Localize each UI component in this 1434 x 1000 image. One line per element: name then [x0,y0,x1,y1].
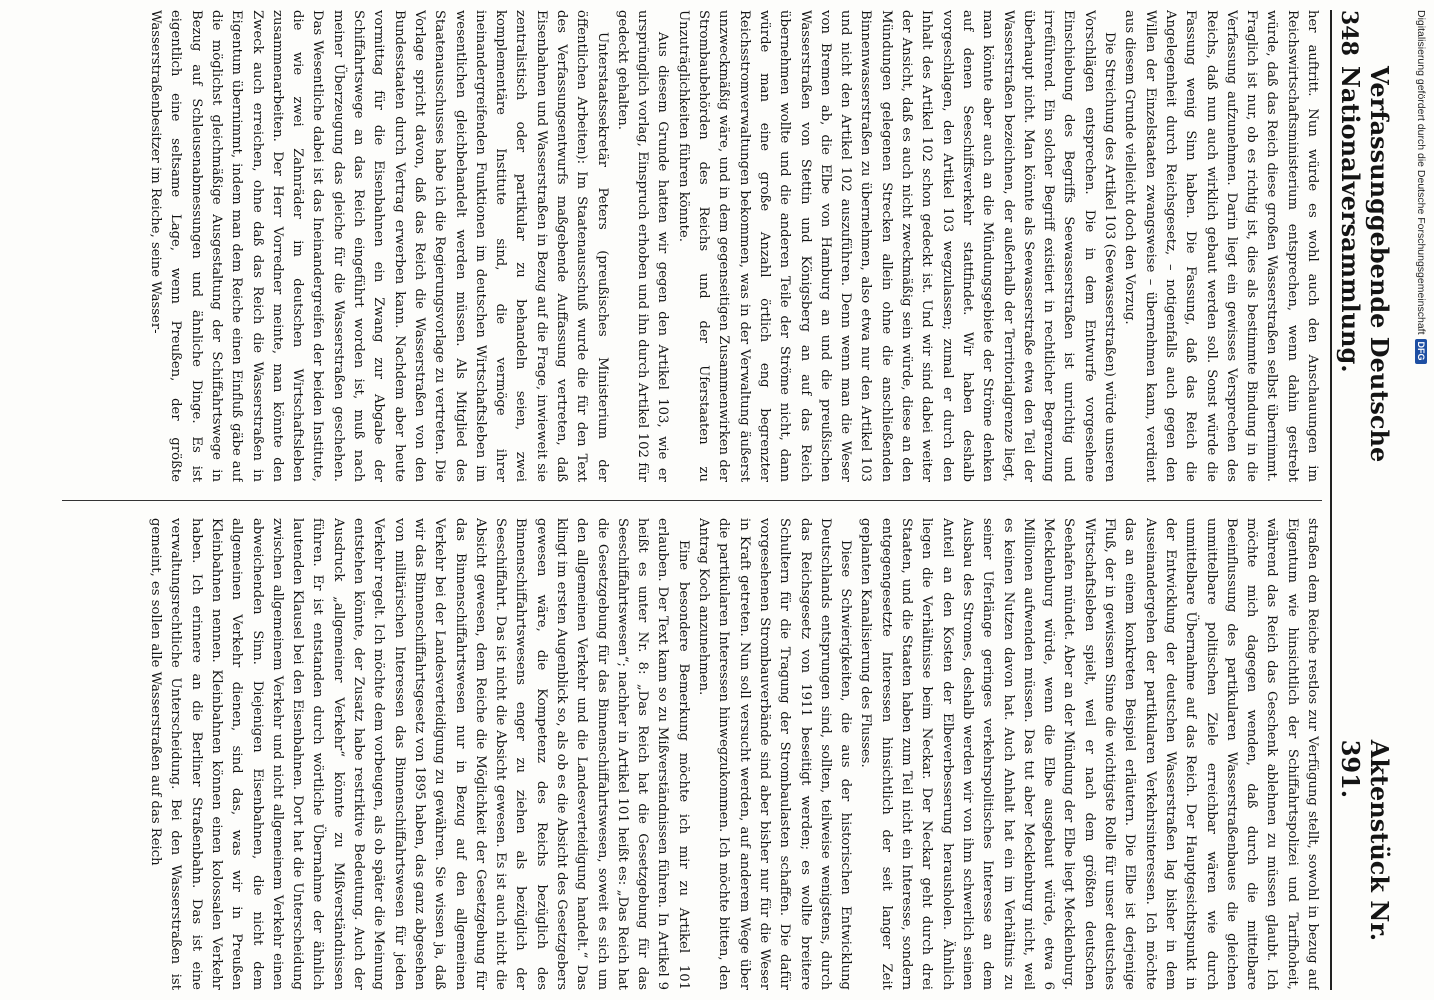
running-title-right: Aktenstück Nr. 391. [1336,739,1394,942]
paragraph: her auftritt. Nun würde es wohl auch den Anschauungen im Reichswirtschaftsministerium entsprechen, wenn dahin gestrebt würde, daß das Reich diese großen Wasserstraßen selbst übernimmt. Fraglich ist nur, ob es richtig ist, dies als bestimmte Bindung in die Verfassung aufzunehmen. Darin liegt ein gewisses Versprechen des Reichs, daß nun auch wirklich gebaut werden soll. Sonst würde die Fassung wenig Sinn haben. Die Fassung, daß das Reich die Angelegenheit durch Reichsgesetz, – notigenfalls auch gegen den Willen der Einzelstaaten zwangsweise – übernehmen kann, verdient aus diesem Grunde vielleicht doch den Vorzug. [1122,10,1320,482]
paragraph: Aus diesem Grunde hatten wir gegen den Artikel 103, wie er ursprünglich vorlag, Einspruch erhoben und ihn durch Artikel 102 für gedeckt gehalten. [614,10,671,482]
page-header [1336,10,1394,990]
header-rule [1330,10,1332,990]
paragraph: straßen dem Reiche restlos zur Verfügung stellt, sowohl in bezug auf Eigentum wie hinsichtlich der Schiffahrtspolizei und Tarifhoheit, während das Reich das Geschenk ablehnen zu müssen glaubt. Ich möchte mich dagegen wenden, daß durch die mittelbare Beeinflussung des partikularen Wasserstraßenbaues die gleichen unmittelbare politischen Ziele erreichbar wären wie durch unmittelbare Übernahme auf das Reich. Der Hauptgesichtspunkt in der Entwicklung der deutschen Wasserstraßen lag bisher in dem Auseinandergehen der partikularen Verkehrsinteressen. Ich möchte das an einem konkreten Beispiel erläutern. Die Elbe ist derjenige Fluß, der in gewissem Sinne die wichtigste Rolle für unser deutsches Wirtschaftsleben spielt, weil er nach dem größten deutschen Seehafen mündet. Aber an der Mündung der Elbe liegt Mecklenburg. Mecklenburg würde, wenn die Elbe ausgebaut würde, etwa 6 Millionen aufwenden müssen. Das tut aber Mecklenburg nicht, weil es keinen Nutzen davon hat. Auch Anhalt hat ein im Verhältnis zu seiner Uferlänge geringes verkehrspolitisches Interesse an dem Ausbau des Stromes, deshalb werden wir von ihm schwerlich seinen Anteil an den Kosten der Elbeverbesserung herausholen. Ähnlich liegen die Verhältnisse beim Neckar. Der Neckar geht durch drei Staaten, und die Staaten haben zum Teil nicht ein Interesse, sondern entgegengesetzte Interessen hinsichtlich der seit langer Zeit geplanten Kanalisierung des Flusses. [858,518,1320,990]
paragraph: Diese Schwierigkeiten, die aus der historischen Entwicklung Deutschlands entsprungen sind, sollten, teilweise wenigstens, durch das Reichsgesetz von 1911 beseitigt werden; es wollte breitere Schultern für die Tragung der Strombaulasten schaffen. Die dafür vorgesehenen Strombauverbände sind aber bisher nur für die Weser in Kraft getreten. Nun soll versucht werden, auf anderem Wege über die partikularen Interessen hinwegzukommen. Ich möchte bitten, den Antrag Koch anzunehmen. [696,518,854,990]
column-divider [62,500,1322,501]
digitization-credit [1412,10,1432,670]
credit-text: Digitalisierung gefördert durch die Deutsche Forschungsgemeinschaft [1415,10,1427,335]
dfg-logo: DFG [1415,339,1427,364]
paragraph: Unterstaatssekretär Peters (preußisches Ministerium der öffentlichen Arbeiten): Im Staatenausschuß wurde die für den Text des Verfassungsentwurfs maßgebende Auffassung vertreten, daß Eisenbahnen und Wasserstraßen in Bezug auf die Frage, inwieweit sie zentralistisch oder partikular zu behandeln seien, zwei komplementäre Institute sind, die vermöge ihrer ineinandergreifenden Funktionen im deutschen Wirtschaftsleben im wesentlichen gleichbehandelt werden müssen. Als Mitglied des Staatenausschusses habe ich die Regierungsvorlage zu vertreten. Die Vorlage spricht davon, daß das Reich die Wasserstraßen von den Bundesstaaten durch Vertrag erwerben kann. Nachdem aber heute vormittag für die Eisenbahnen ein Zwang zur Abgabe der Schiffahrtswege an das Reich eingeführt worden ist, muß nach meiner Überzeugung das gleiche für die Wasserstraßen geschehen. Das Wesentliche dabei ist das Ineinandergreifen der beiden Institute, die wie zwei Zahnräder im deutschen Wirtschaftsleben zusammenarbeiten. Der Herr Vorredner meinte, man könnte den Zweck auch erreichen, ohne daß das Reich die Wasserstraßen in Eigentum übernimmt, indem man dem Reiche einen Einfluß gäbe auf die möglichst gleichmäßige Ausgestaltung der Schiffahrtswege in Bezug auf Schleusenabmessungen und ähnliche Dinge. Es ist eigentlich eine seltsame Lage, wenn Preußen, der größte Wasserstraßenbesitzer im Reiche, seine Wasser- [148,10,610,482]
page-number: 348 [1336,10,1362,56]
paragraph: Eine besondere Bemerkung möchte ich mir zu Artikel 101 erlauben. Der Text kann so zu Mißverständnissen führen. In Artikel 9 heißt es unter Nr. 8: „Das Reich hat die Gesetzgebung für das Seeschiffahrtswesen“; nachher in Artikel 101 heißt es: „Das Reich hat die Gesetzgebung für das Binnenschiffahrtswesen, soweit es sich um den allgemeinen Verkehr und die Landesverteidigung handelt.“ Das klingt im ersten Augenblick so, als ob es die Absicht des Gesetzgebers gewesen wäre, die Kompetenz des Reichs bezüglich des Binnenschiffahrtswesens enger zu ziehen als bezüglich der Seeschiffahrt. Das ist nicht die Absicht gewesen. Es ist auch nicht die Absicht gewesen, dem Reiche die Möglichkeit der Gesetzgebung für das Binnenschiffahrtswesen nur in Bezug auf den allgemeinen Verkehr bei der Landesverteidigung zu gewähren. Sie wissen ja, daß wir das Binnenschiffahrtsgesetz von 1895 haben, das ganz abgesehen von militärischen Interessen das Binnenschiffahrtswesen für jeden Verkehr regelt. Ich möchte dem vorbeugen, als ob später die Meinung entstehen könnte, der Zusatz habe restriktive Bedeutung. Auch der Ausdruck „allgemeiner Verkehr“ könnte zu Mißverständnissen führen. Er ist entstanden durch wörtliche Übernahme der ähnlich lautenden Klausel bei den Eisenbahnen. Dort hat die Unterscheidung zwischen allgemeinem Verkehr und nicht allgemeinem Verkehr einen abweichenden Sinn. Diejenigen Eisenbahnen, die nicht dem allgemeinen Verkehr dienen, sind das, was wir in Preußen Kleinbahnen nennen. Kleinbahnen können einen kolossalen Verkehr haben. Ich erinnere an die Berliner Straßenbahn. Das ist eine verwaltungsrechtliche Unterscheidung. Bei den Wasserstraßen ist gemeint, es sollen alle Wasserstraßen auf das Reich [148,518,691,990]
document-page [40,0,1394,1000]
running-title-left: Verfassunggebende Deutsche Nationalversammlung. [1336,65,1394,463]
left-column [60,10,1322,482]
paragraph: Die Streichung des Artikel 103 (Seewasserstraßen) würde unseren Vorschlägen entsprechen. Die in dem Entwurfe vorgesehene Einschiebung des Begriffs Seewasserstraßen ist unrichtig und irreführend. Ein solcher Begriff existiert in rechtlicher Begrenzung überhaupt nicht. Man könnte als Seewasserstraße etwa den Teil der Wasserstraßen bezeichnen, der außerhalb der Territorialgrenze liegt, man könnte aber auch an die Mündungsgebiete der Ströme denken auf denen Seeschiffsverkehr stattfindet. Wir haben deshalb vorgeschlagen, den Artikel 103 wegzulassen; zumal er durch den Inhalt des Artikel 102 schon gedeckt ist. Und wir sind dabei weiter der Ansicht, daß es auch nicht zweckmäßig sein würde, diese an den Mündungen gelegenen Strecken allein ohne die anschließenden Binnenwasserstraßen zu übernehmen, also etwa nur den Artikel 103 und nicht den Artikel 102 auszuführen. Denn wenn man die Weser von Bremen ab, die Elbe von Hamburg an und die preußischen Wasserstraßen von Stettin und Königsberg an auf das Reich übernehmen wollte und die anderen Teile der Ströme nicht, dann würde man eine große Anzahl örtlich eng begrenzter Reichsstromverwaltungen bekommen, was in der Verwaltung äußerst unzweckmäßig wäre, und in dem gegenseitigen Zusammenwirken der Strombaubehörden des Reichs und der Uferstaaten zu Unzuträglichkeiten führen könnte. [675,10,1118,482]
right-column [60,518,1322,990]
